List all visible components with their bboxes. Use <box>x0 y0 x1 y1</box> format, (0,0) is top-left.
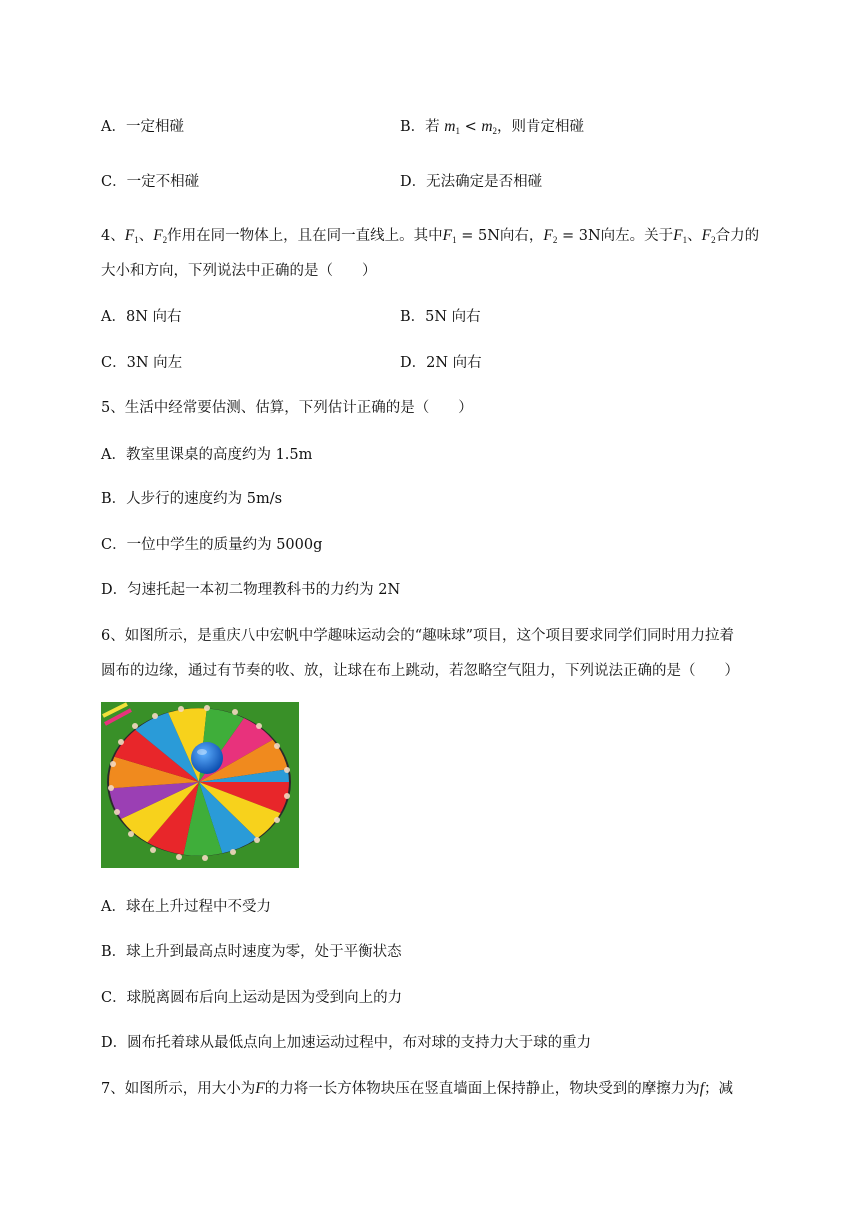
var-f2: $F_2$ <box>701 227 716 245</box>
var-friction: f <box>699 1080 705 1097</box>
q5-option-a: A．教室里课桌的高度约为 1.5m <box>101 447 313 463</box>
var-m1: $m_1$ <box>444 118 460 136</box>
q4-option-c: C．3N 向左 <box>101 355 183 371</box>
q5-option-b: B．人步行的速度约为 5m/s <box>101 491 283 507</box>
q6-option-a: A．球在上升过程中不受力 <box>101 899 271 915</box>
var-f2: $F_2$ <box>153 227 168 245</box>
q4-stem-line1: 4、$F_1$、$F_2$作用在同一物体上，且在同一直线上。其中$F_1 = 5N$向右，$F_2 = 3N$向左。关于$F_1$、$F_2$合力的 <box>101 227 760 245</box>
q5-option-d: D．匀速托起一本初二物理教科书的力约为 2N <box>101 582 401 598</box>
f1-value: = 5N <box>456 228 500 244</box>
var-f1: $F_1$ <box>442 227 457 245</box>
q3-option-b-prefix: B．若 <box>400 119 445 135</box>
var-f1: $F_1$ <box>673 227 688 245</box>
q3-option-a: A．一定相碰 <box>101 119 184 135</box>
q3-option-b-suffix: ，则肯定相碰 <box>497 119 585 135</box>
q7-stem-line1: 7、如图所示，用大小为F的力将一长方体物块压在竖直墙面上保持静止，物块受到的摩擦力为f；减 <box>101 1080 734 1097</box>
var-f2: $F_2$ <box>543 227 558 245</box>
var-force: F <box>255 1080 265 1097</box>
less-than-sign: < <box>459 119 482 135</box>
var-f1: $F_1$ <box>124 227 139 245</box>
q4-option-d: D．2N 向右 <box>400 355 482 371</box>
q6-stem-line2: 圆布的边缘，通过有节奏的收、放，让球在布上跳动，若忽略空气阻力，下列说法正确的是（ ） <box>101 663 739 679</box>
q5-option-c: C．一位中学生的质量约为 5000g <box>101 537 323 553</box>
blue-ball <box>191 742 223 774</box>
q5-stem: 5、生活中经常要估测、估算，下列估计正确的是（ ） <box>101 400 473 416</box>
q4-stem-line2: 大小和方向，下列说法中正确的是（ ） <box>101 263 377 279</box>
q6-option-c: C．球脱离圆布后向上运动是因为受到向上的力 <box>101 990 403 1006</box>
q4-option-a: A．8N 向右 <box>101 309 182 325</box>
f2-value: = 3N <box>557 228 601 244</box>
q3-option-c: C．一定不相碰 <box>101 174 200 190</box>
q6-stem-line1: 6、如图所示，是重庆八中宏帆中学趣味运动会的“趣味球”项目，这个项目要求同学们同时用力拉着 <box>101 628 735 644</box>
parachute-game-photo <box>101 702 299 868</box>
q3-option-b <box>400 117 584 141</box>
q6-option-b: B．球上升到最高点时速度为零，处于平衡状态 <box>101 944 402 960</box>
q4-option-b: B．5N 向右 <box>400 309 481 325</box>
q3-option-d: D．无法确定是否相碰 <box>400 174 543 190</box>
q6-option-d: D．圆布托着球从最低点向上加速运动过程中，布对球的支持力大于球的重力 <box>101 1035 592 1051</box>
var-m2: $m_2$ <box>481 118 498 136</box>
